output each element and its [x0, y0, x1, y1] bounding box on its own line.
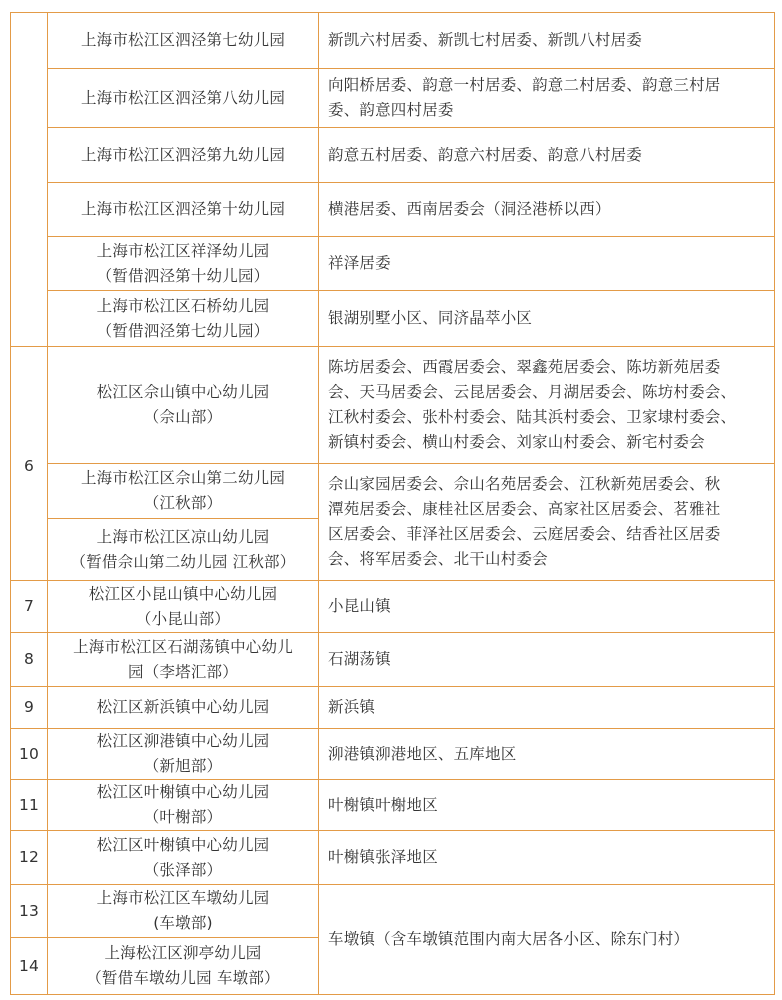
row-number-text: 12 [18, 848, 40, 866]
table-border-horizontal [47, 994, 318, 995]
school-name-text: 松江区小昆山镇中心幼儿园 （小昆山部） [88, 584, 278, 628]
service-area-text: 韵意五村居委、韵意六村居委、韵意八村居委 [328, 145, 643, 164]
service-area-cell [319, 69, 774, 127]
row-number-text: 13 [18, 901, 40, 920]
service-area-text: 小昆山镇 [328, 597, 391, 615]
service-area-cell [319, 581, 774, 632]
table-border-horizontal [10, 12, 47, 13]
row-number-text: 11 [18, 795, 40, 814]
school-name-text: 上海市松江区佘山第二幼儿园 （江秋部） [80, 469, 286, 512]
school-name-cell [48, 128, 318, 182]
school-name-cell [48, 581, 318, 632]
school-name-text: 上海松江区泖亭幼儿园 （暂借车墩幼儿园 车墩部） [86, 944, 280, 987]
school-name-cell [48, 13, 318, 68]
row-number-cell [11, 347, 47, 585]
school-name-text: 上海市松江区凉山幼儿园 （暂借佘山第二幼儿园 江秋部） [70, 527, 296, 571]
service-area-text: 石湖荡镇 [328, 650, 391, 668]
school-name-text: 上海市松江区石桥幼儿园 （暂借泗泾第七幼儿园） [96, 296, 270, 340]
school-name-text: 上海市松江区祥泽幼儿园 （暂借泗泾第十幼儿园） [96, 241, 270, 285]
school-name-text: 松江区泖港镇中心幼儿园 （新旭部） [96, 732, 270, 775]
school-name-cell [48, 69, 318, 127]
service-area-cell [319, 347, 774, 463]
row-number-text: 7 [23, 597, 35, 615]
school-name-cell [48, 291, 318, 346]
service-area-text: 佘山家园居委会、佘山名苑居委会、江秋新苑居委会、秋 潭苑居委会、康桂社区居委会、高家社区居委会、茗雅社 区居委会、菲泽社区居委会、云庭居委会、结香社区居委 会、将军居委会、北干山村委会 [328, 475, 721, 568]
school-name-text: 松江区叶榭镇中心幼儿园 （张泽部） [96, 835, 270, 879]
school-name-text: 松江区叶榭镇中心幼儿园 （叶榭部） [96, 783, 270, 826]
row-number-text: 9 [23, 698, 35, 716]
row-number-text: 10 [18, 744, 40, 763]
school-name-cell [48, 885, 318, 937]
school-name-cell [48, 183, 318, 236]
school-name-text: 上海市松江区泗泾第七幼儿园 [80, 31, 286, 49]
service-area-cell [319, 183, 774, 236]
school-name-text: 上海市松江区石湖荡镇中心幼儿 园（李塔汇部） [73, 637, 293, 681]
service-area-cell [319, 885, 774, 994]
row-number-cell [11, 885, 47, 937]
service-area-text: 车墩镇（含车墩镇范围内南大居各小区、除东门村） [328, 930, 690, 948]
school-name-cell [48, 237, 318, 290]
service-area-cell [319, 633, 774, 686]
service-area-cell [319, 464, 774, 580]
service-area-cell [319, 780, 774, 830]
school-name-text: 上海市松江区泗泾第九幼儿园 [80, 145, 286, 164]
service-area-cell [319, 687, 774, 728]
service-area-cell [319, 291, 774, 346]
service-area-cell [319, 729, 774, 779]
service-area-text: 泖港镇泖港地区、五库地区 [328, 744, 517, 763]
service-area-text: 新浜镇 [328, 698, 376, 716]
row-number-cell [11, 581, 47, 632]
school-name-text: 松江区新浜镇中心幼儿园 [96, 698, 270, 716]
service-area-cell [319, 237, 774, 290]
service-area-text: 新凯六村居委、新凯七村居委、新凯八村居委 [328, 31, 643, 49]
school-name-cell [48, 464, 318, 518]
school-name-text: 松江区佘山镇中心幼儿园 （佘山部） [96, 383, 270, 426]
row-number-cell [11, 831, 47, 884]
school-name-cell [48, 347, 318, 463]
service-area-text: 横港居委、西南居委会（洞泾港桥以西） [328, 200, 611, 218]
row-number-cell [11, 687, 47, 728]
row-number-text: 14 [18, 956, 40, 975]
service-area-cell [319, 13, 774, 68]
school-name-cell [48, 831, 318, 884]
service-area-text: 祥泽居委 [328, 254, 391, 272]
service-area-text: 陈坊居委会、西霞居委会、翠鑫苑居委会、陈坊新苑居委 会、天马居委会、云昆居委会、月湖居委会、陈坊村委会、 江秋村委会、张朴村委会、陆其浜村委会、卫家埭村委会、 新镇村委会、横山村委会、刘家山村委会、新宅村委会 [328, 358, 737, 451]
school-name-cell [48, 729, 318, 779]
table-border-vertical [774, 12, 775, 995]
school-name-text: 上海市松江区泗泾第十幼儿园 [80, 200, 286, 218]
school-name-text: 上海市松江区泗泾第八幼儿园 [80, 88, 286, 107]
row-number-cell [11, 780, 47, 830]
row-number-text: 8 [23, 650, 35, 668]
row-number-text: 6 [23, 456, 35, 475]
row-number-cell [11, 633, 47, 686]
table-border-horizontal [10, 994, 47, 995]
school-name-cell [48, 687, 318, 728]
school-name-cell [48, 938, 318, 994]
table-border-horizontal [318, 994, 775, 995]
service-area-text: 银湖别墅小区、同济晶萃小区 [328, 309, 533, 327]
school-name-cell [48, 519, 318, 580]
row-number-cell [11, 729, 47, 779]
row-number-cell [11, 938, 47, 994]
service-area-cell [319, 831, 774, 884]
service-area-text: 向阳桥居委、韵意一村居委、韵意二村居委、韵意三村居 委、韵意四村居委 [328, 76, 721, 119]
school-name-cell [48, 780, 318, 830]
school-name-cell [48, 633, 318, 686]
service-area-cell [319, 128, 774, 182]
school-name-text: 上海市松江区车墩幼儿园 (车墩部) [96, 889, 270, 932]
service-area-text: 叶榭镇叶榭地区 [328, 795, 438, 814]
service-area-text: 叶榭镇张泽地区 [328, 848, 438, 866]
